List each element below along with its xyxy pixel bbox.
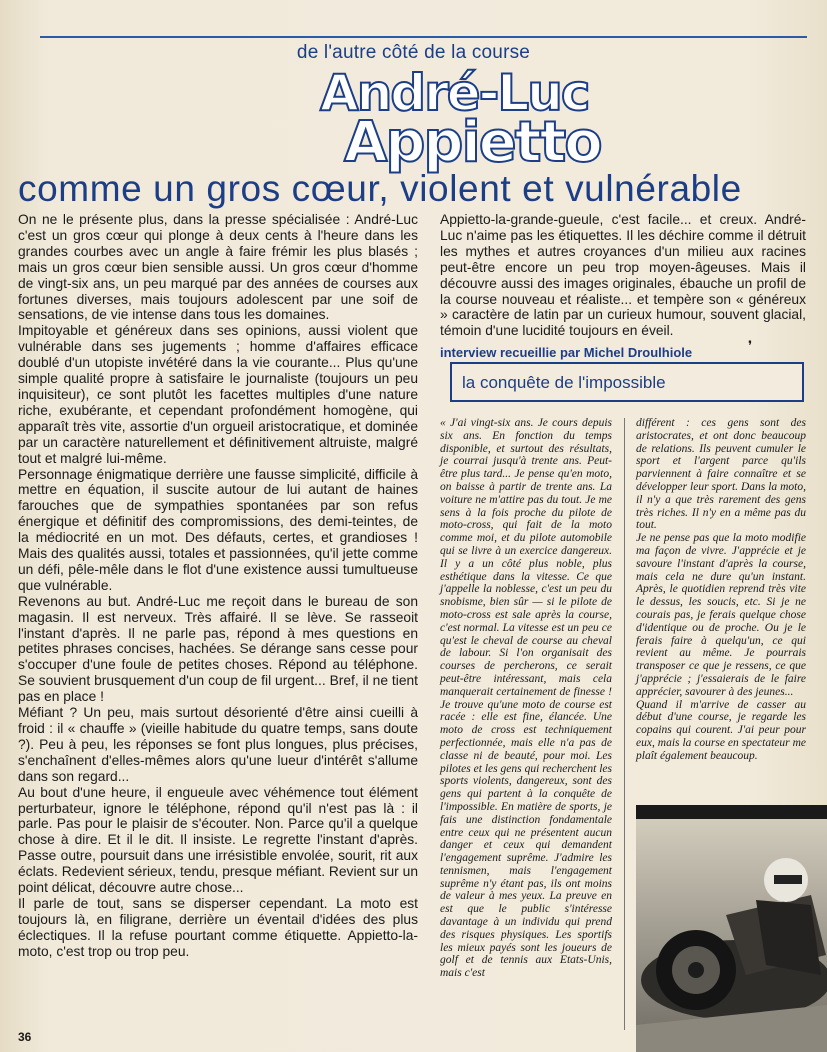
column-divider [624,418,625,1030]
left-column [18,212,418,960]
headline: comme un gros cœur, violent et vulnérable [18,168,742,209]
motorcycle-racer-photo [636,805,827,1052]
left-paragraph-6: Au bout d'une heure, il engueule avec véhémence tout élément perturbateur, ignore le téléphone, répond qu'il n'est pas là : il parle. Pas pour le plaisir de s'écouter. Non. Parce qu'il a quelque chose à dire. Et il le dit. Il insiste. Le regrette l'instant d'après. Passe outre, poursuit dans une irrésistible envolée, sourit, rit aux éclats. Redevient sérieux, tendu, presque méfiant. Revient sur un point délicat, découvre autre chose... [18,784,418,896]
intro-continued: Appietto-la-grande-gueule, c'est facile... et creux. André-Luc n'aime pas les étiquettes. Il les déchire comme il détruit les mythes et autres croyances d'un milieu aux racines peut-être encore un peu trop moyen-âgeuses. Mais il découvre aussi des images originales, ébauche un profil de la course nouveau et réaliste... et tempère son « généreux » caractère de latin par un curieux humour, souvent glacial, témoin d'une lucidité toujours en éveil. [440,212,806,339]
title-name-line-2: Appietto [344,110,601,175]
left-paragraph-7: Il parle de tout, sans se disperser cependant. La moto est toujours là, en filigrane, derrière un éventail d'idées des plus éclectiques. Il la refuse pourtant comme étiquette. Appietto-la-moto, c'est trop ou trop peu. [18,895,418,959]
left-paragraph-5: Méfiant ? Un peu, mais surtout désorienté d'être ainsi cueilli à froid : il « chauffe » (vieille habitude du quatre temps, sans doute ?). Peu à peu, les réponses se font plus longues, plus précises, s'enchaînent d'elles-mêmes alors qu'une lueur d'intérêt s'allume dans son regard... [18,705,418,784]
left-paragraph-4: Revenons au but. André-Luc me reçoit dans le bureau de son magasin. Il est nerveux. Très affairé. Il se lève. Se rasseoit l'instant d'après. Il ne parle pas, répond à mes questions en petites phrases concises, hachées. Se dérange sans cesse pour s'occuper d'une foule de petites choses. Répond au téléphone. Se souvient brusquement d'un coup de fil urgent... Bref, il ne tient pas en place ! [18,593,418,705]
title-name-line-1: André-Luc [320,64,589,122]
subheading-box: la conquête de l'impossible [450,362,804,402]
top-rule [40,36,807,38]
ink-mark: ❜ [748,338,753,353]
interview-col1-text: « J'ai vingt-six ans. Je cours depuis six ans. En fonction du temps disponible, et surtout des résultats, je courrai jusqu'à trente ans. Peut-être plus tard... Je pense qu'en moto, on baisse à partir de trente ans. La voiture ne m'attire pas du tout. Je me sens à la fois proche du pilote de moto-cross, qui fait de la moto comme moi, et du pilote automobile qui se livre à un exercice dangereux. Il y a un côté plus noble, plus esthétique dans la vitesse. Ce que j'appelle la noblesse, c'est un peu du snobisme, bien sûr — si le pilote de moto-cross est sale après la course, c'est normal. La vitesse est un peu ce qu'est le cheval de course au cheval de labour. Si l'on organisait des courses de percherons, ce serait peut-être intéressant, mais cela manquerait certainement de finesse ! Je trouve qu'une moto de course est racée : elle est fine, élancée. Une moto de cross est techniquement perfectionnée, mais elle n'a pas de classe ni de beauté, pour moi. Les pilotes et les gens qui recherchent les sports violents, dangereux, sont des gens qui partent à la conquête de l'impossible. En matière de sports, je fais une distinction fondamentale entre ceux qui ne présentent aucun danger et ceux qui demandent l'engagement suprême. J'admire les tennismen, mais l'engagement suprême n'y étant pas, ils ont moins de valeur à mes yeux. La preuve en est que le public s'intéresse davantage à un individu qui prend des risques physiques. Les sportifs les mieux payés sont les joueurs de golf et de tennis aux Etats-Unis, mais c'est [440,417,612,980]
left-paragraph-1: On ne le présente plus, dans la presse spécialisée : André-Luc c'est un gros cœur qui plonge à deux cents à l'heure dans les grandes courbes avec un angle à faire frémir les plus blasés ; mais un gros cœur bien sensible aussi. Un gros cœur d'homme de vingt-six ans, un peu marqué par des années de courses aux fortunes diverses, mais toujours adolescent par une soif de sensations, de vie intense dans tous les domaines. [18,212,418,323]
interview-col2-p3: Quand il m'arrive de casser au début d'une course, je regarde les copains qui courent. J'ai peur pour eux, mais la course en spectateur me plaît également beaucoup. [636,698,806,762]
interview-column-1 [440,417,612,980]
page-number: 36 [18,1030,32,1044]
section-kicker: de l'autre côté de la course [296,42,531,63]
interview-col2-p2: Je ne pense pas que la moto modifie ma façon de vivre. J'apprécie et je savoure l'instant d'après la course, mais cela ne dure qu'un instant. Après, le quotidien reprend très vite le dessus, les soucis, etc. Si je ne courais pas, je ferais quelque chose d'identique ou de proche. Ou je le ferais faire à quelqu'un, ce qui revient au même. Je pourrais transposer ce que je ressens, ce que j'apprécie ; j'essaierais de le faire apprécier, savourer à des jeunes... [636,532,806,698]
left-paragraph-3: Personnage énigmatique derrière une fausse simplicité, difficile à mettre en équation, il suscite autour de lui autant de haines farouches que de sympathies spontanées par son refus énergique et définitif des compromissions, des demi-teintes, de la médiocrité en un mot. Des défauts, certes, et grandioses ! Mais des qualités aussi, totales et passionnées, qu'il jette comme un défi, pêle-mêle dans le flot d'une existence aussi tumultueuse que vulnérable. [18,466,418,593]
interview-credit: interview recueillie par Michel Droulhiole [440,345,693,360]
interview-column-2 [636,417,806,763]
interview-col2-p1: différent : ces gens sont des aristocrates, et ont donc beaucoup de relations. Ils peuvent cumuler le sport et l'argent parce qu'ils parviennent à faire connaître et se développer leur sport. Dans la moto, il n'y a que très rarement des gens très riches. Il n'y en a même pas du tout. [636,417,806,532]
left-paragraph-2: Impitoyable et généreux dans ses opinions, aussi violent que vulnérable dans ses jugements ; homme d'affaires efficace doublé d'un utopiste invétéré dans la vie courante... Plus qu'une simple qualité propre à satisfaire le journaliste (toujours un peu inquisiteur), ce sont plutôt les facettes multiples d'une nature riche, exubérante, et cependant profondément homogène, qui apparaît très vite, assortie d'un orgueil aristocratique, et dominée par un caractère naturellement et définitivement altruiste, malgré tout et malgré lui-même. [18,323,418,466]
